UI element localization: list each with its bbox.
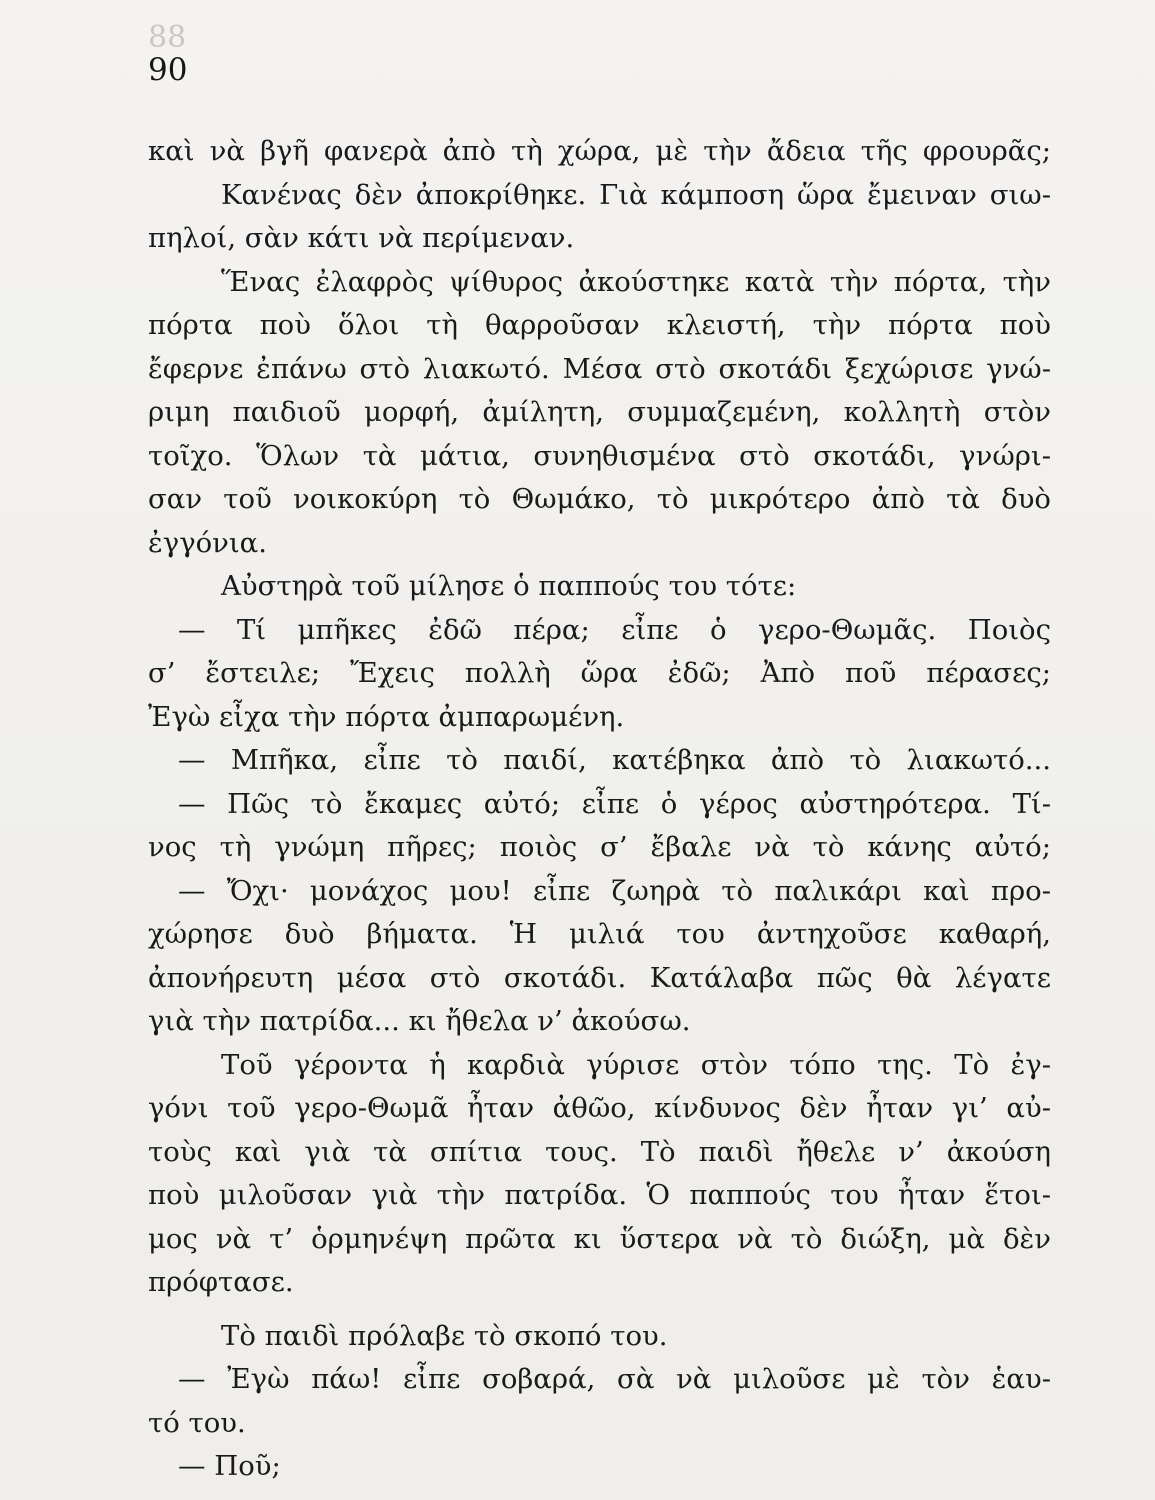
text-line: Ἕνας ἐλαφρὸς ψίθυρος ἀκούστηκε κατὰ τὴν πόρτα, τὴν	[221, 265, 1051, 298]
text-line: ἐγγόνια.	[148, 526, 267, 559]
text-line: — Ποῦ;	[178, 1450, 281, 1482]
text-line: — Πῶς τὸ ἔκαμες αὐτό; εἶπε ὁ γέρος αὐστηρότερα. Τί-	[178, 787, 1051, 820]
text-line: πηλοί, σὰν κάτι νὰ περίμεναν.	[148, 222, 575, 254]
text-line: καὶ νὰ βγῆ φανερὰ ἀπὸ τὴ χώρα, μὲ τὴν ἄδεια τῆς φρουρᾶς;	[148, 135, 1051, 167]
text-line: ἔφερνε ἐπάνω στὸ λιακωτό. Μέσα στὸ σκοτάδι ξεχώρισε γνώ-	[148, 352, 1051, 385]
text-line: Τὸ παιδὶ πρόλαβε τὸ σκοπό του.	[221, 1319, 668, 1352]
text-line: ριμη παιδιοῦ μορφή, ἀμίλητη, συμμαζεμένη, κολλητὴ στὸν	[148, 396, 1051, 428]
text-line: Αὐστηρὰ τοῦ μίλησε ὁ παππούς του τότε:	[221, 570, 797, 602]
text-line: — Μπῆκα, εἶπε τὸ παιδί, κατέβηκα ἀπὸ τὸ λιακωτό...	[178, 744, 1051, 776]
text-line: τοὺς καὶ γιὰ τὰ σπίτια τους. Τὸ παιδὶ ἤθελε ν’ ἀκούση	[148, 1135, 1051, 1168]
text-line: ποὺ μιλοῦσαν γιὰ τὴν πατρίδα. Ὁ παππούς του ἦταν ἕτοι-	[148, 1179, 1051, 1211]
text-line: ἀπονήρευτη μέσα στὸ σκοτάδι. Κατάλαβα πῶς θὰ λέγατε	[148, 961, 1051, 994]
text-line: σαν τοῦ νοικοκύρη τὸ Θωμάκο, τὸ μικρότερο ἀπὸ τὰ δυὸ	[148, 483, 1051, 515]
bleed-through-page-number: 88	[148, 20, 187, 55]
text-line: Κανένας δὲν ἀποκρίθηκε. Γιὰ κάμποση ὥρα ἔμειναν σιω-	[221, 178, 1051, 211]
text-line: Ἐγὼ εἶχα τὴν πόρτα ἀμπαρωμένη.	[148, 700, 625, 733]
text-line: Τοῦ γέροντα ἡ καρδιὰ γύρισε στὸν τόπο της. Τὸ ἐγ-	[221, 1048, 1051, 1081]
text-line: μος νὰ τ’ ὁρμηνέψη πρῶτα κι ὕστερα νὰ τὸ διώξη, μὰ δὲν	[148, 1222, 1051, 1255]
body-text	[148, 130, 1051, 1489]
text-line: τοῖχο. Ὅλων τὰ μάτια, συνηθισμένα στὸ σκοτάδι, γνώρι-	[148, 439, 1051, 472]
text-line: νος τὴ γνώμη πῆρες; ποιὸς σ’ ἔβαλε νὰ τὸ κάνης αὐτό;	[148, 831, 1051, 863]
text-line: χώρησε δυὸ βήματα. Ἡ μιλιά του ἀντηχοῦσε καθαρή,	[148, 918, 1051, 950]
text-line: πόρτα ποὺ ὅλοι τὴ θαρροῦσαν κλειστή, τὴν πόρτα ποὺ	[148, 309, 1051, 341]
text-line: τό του.	[148, 1406, 246, 1439]
text-line: — Τί μπῆκες ἐδῶ πέρα; εἶπε ὁ γερο-Θωμᾶς. Ποιὸς	[178, 613, 1051, 646]
text-line: σ’ ἔστειλε; Ἔχεις πολλὴ ὥρα ἐδῶ; Ἀπὸ ποῦ πέρασες;	[148, 657, 1051, 689]
text-line: — Ὄχι· μονάχος μου! εἶπε ζωηρὰ τὸ παλικάρι καὶ προ-	[178, 874, 1051, 907]
text-line: γιὰ τὴν πατρίδα... κι ἤθελα ν’ ἀκούσω.	[148, 1005, 691, 1037]
page-number: 90	[148, 52, 188, 88]
text-line: γόνι τοῦ γερο-Θωμᾶ ἦταν ἀθῶο, κίνδυνος δὲν ἦταν γι’ αὐ-	[148, 1092, 1051, 1124]
text-line: — Ἐγὼ πάω! εἶπε σοβαρά, σὰ νὰ μιλοῦσε μὲ τὸν ἑαυ-	[178, 1363, 1051, 1395]
text-line: πρόφτασε.	[148, 1266, 294, 1298]
